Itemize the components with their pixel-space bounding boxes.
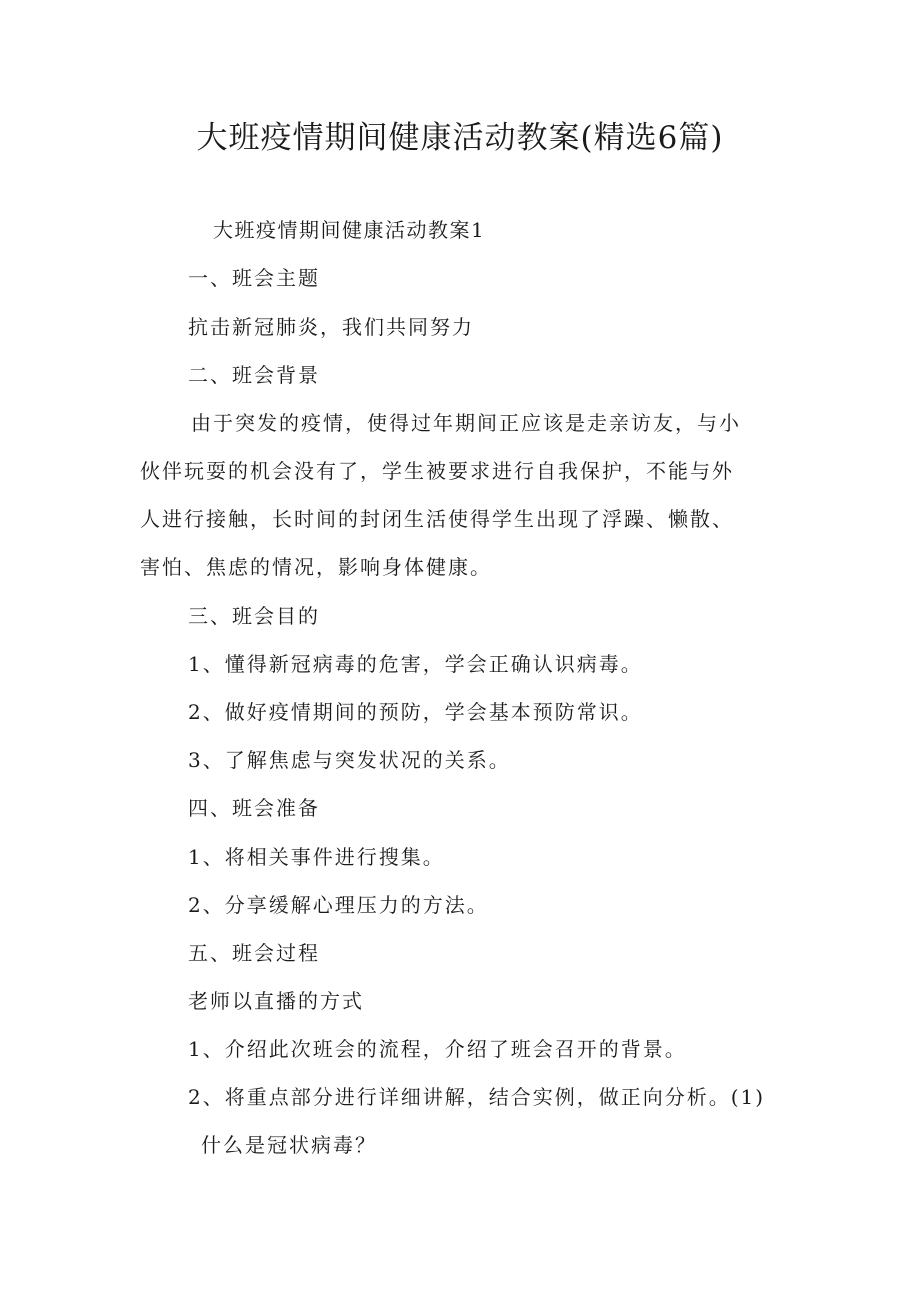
list-item-process-2: 2、将重点部分进行详细讲解，结合实例，做正向分析。(1) xyxy=(188,1085,766,1109)
list-item-purpose-3: 3、了解焦虑与突发状况的关系。 xyxy=(188,748,511,772)
section-title: 大班疫情期间健康活动教案1 xyxy=(213,218,486,242)
document-title: 大班疫情期间健康活动教案(精选6篇) xyxy=(196,120,724,156)
heading-theme: 一、班会主题 xyxy=(188,266,320,290)
list-item-purpose-1: 1、懂得新冠病毒的危害，学会正确认识病毒。 xyxy=(188,652,643,676)
heading-background: 二、班会背景 xyxy=(188,363,320,387)
heading-preparation: 四、班会准备 xyxy=(188,796,320,820)
heading-purpose: 三、班会目的 xyxy=(188,604,320,628)
heading-process: 五、班会过程 xyxy=(188,941,320,965)
list-item-process-2-continued: 什么是冠状病毒？ xyxy=(201,1133,377,1157)
list-item-process-1: 1、介绍此次班会的流程，介绍了班会召开的背景。 xyxy=(188,1037,687,1061)
paragraph-background-line-4: 害怕、焦虑的情况，影响身体健康。 xyxy=(140,555,492,579)
paragraph-background-line-2: 伙伴玩耍的机会没有了，学生被要求进行自我保护，不能与外 xyxy=(140,459,734,483)
list-item-preparation-2: 2、分享缓解心理压力的方法。 xyxy=(188,893,489,917)
paragraph-process-intro: 老师以直播的方式 xyxy=(188,989,364,1013)
list-item-purpose-2: 2、做好疫情期间的预防，学会基本预防常识。 xyxy=(188,700,643,724)
paragraph-background-line-1: 由于突发的疫情，使得过年期间正应该是走亲访友，与小 xyxy=(191,411,741,435)
paragraph-theme: 抗击新冠肺炎，我们共同努力 xyxy=(188,315,474,339)
list-item-preparation-1: 1、将相关事件进行搜集。 xyxy=(188,845,445,869)
paragraph-background-line-3: 人进行接触，长时间的封闭生活使得学生出现了浮躁、懒散、 xyxy=(140,507,734,531)
